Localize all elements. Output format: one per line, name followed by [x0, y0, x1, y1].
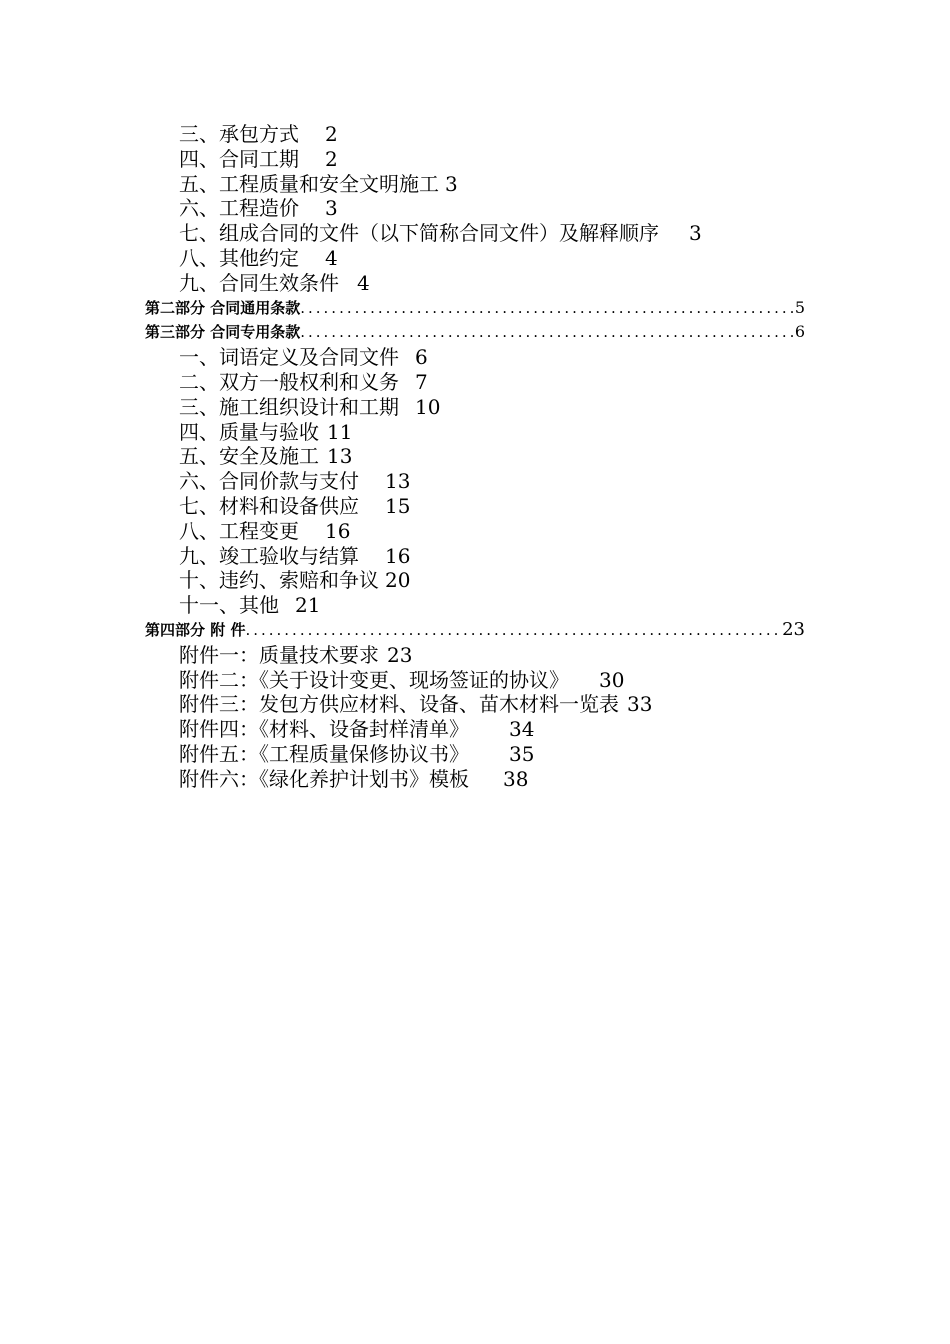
toc-entry[interactable]: [0, 196, 950, 221]
toc-entry-label: 五、工程质量和安全文明施工: [179, 171, 439, 196]
toc-entry[interactable]: [0, 643, 950, 668]
toc-section-part2[interactable]: [0, 296, 805, 321]
toc-entry[interactable]: [0, 494, 950, 519]
toc-entry[interactable]: [0, 767, 950, 792]
toc-entry-label: 七、组成合同的文件（以下简称合同文件）及解释顺序: [179, 221, 659, 246]
toc-entry-label: 六、工程造价: [179, 196, 299, 221]
toc-entry-label: 九、竣工验收与结算: [179, 543, 359, 568]
toc-entry-label: 三、承包方式: [179, 122, 299, 146]
toc-section-label: 第三部分 合同专用条款: [145, 323, 301, 342]
toc-entry[interactable]: [0, 717, 950, 742]
toc-entry[interactable]: [0, 469, 950, 494]
toc-entry-label: 附件二：《关于设计变更、现场签证的协议》: [179, 667, 569, 692]
toc-entry[interactable]: [0, 345, 950, 370]
toc-entry-label: 一、词语定义及合同文件: [179, 345, 399, 370]
toc-entry-label: 四、质量与验收: [179, 419, 319, 444]
toc-entry-page: 6: [415, 345, 428, 370]
toc-entry[interactable]: [0, 420, 950, 445]
toc-entry[interactable]: [0, 370, 950, 395]
toc-entry[interactable]: [0, 519, 950, 544]
toc-entry[interactable]: [0, 395, 950, 420]
toc-entry[interactable]: [0, 172, 950, 197]
toc-entry-label: 三、施工组织设计和工期: [179, 394, 399, 419]
toc-entry-label: 附件三：发包方供应材料、设备、苗木材料一览表: [179, 692, 619, 717]
toc-entry-page: 13: [327, 444, 353, 469]
toc-entry-page: 4: [325, 245, 338, 270]
toc-entry-page: 20: [385, 568, 411, 593]
toc-entry-page: 10: [415, 394, 441, 419]
toc-entry-page: 3: [325, 196, 338, 221]
toc-entry[interactable]: [0, 568, 950, 593]
toc-entry-label: 十一、其他: [179, 593, 279, 618]
toc-section-page: 23: [782, 618, 805, 640]
toc-section-page: 5: [794, 297, 805, 317]
table-of-contents: [0, 122, 950, 792]
toc-section-label: 第四部分 附 件: [145, 620, 246, 639]
toc-entry-label: 八、其他约定: [179, 245, 299, 270]
toc-entry-page: 16: [385, 543, 411, 568]
toc-entry-page: 7: [415, 369, 428, 394]
toc-entry-label: 十、违约、索赔和争议: [179, 568, 379, 593]
toc-entry-page: 3: [445, 171, 458, 196]
toc-entry-page: 33: [627, 692, 653, 717]
toc-entry-page: 3: [689, 221, 702, 246]
toc-entry-label: 附件一：质量技术要求: [179, 642, 379, 667]
toc-entry[interactable]: [0, 544, 950, 569]
toc-section-page: 6: [794, 322, 805, 342]
toc-entry-page: 13: [385, 469, 411, 494]
toc-entry-label: 七、材料和设备供应: [179, 493, 359, 518]
toc-section-part4[interactable]: [0, 618, 805, 643]
toc-entry-page: 2: [325, 122, 338, 146]
toc-entry-page: 2: [325, 146, 338, 171]
toc-entry[interactable]: [0, 593, 950, 618]
toc-entry-label: 九、合同生效条件: [179, 270, 339, 295]
toc-entry-label: 八、工程变更: [179, 518, 299, 543]
toc-section-part3[interactable]: [0, 320, 805, 345]
toc-entry-label: 四、合同工期: [179, 146, 299, 171]
toc-entry[interactable]: [0, 221, 950, 246]
toc-entry[interactable]: [0, 271, 950, 296]
toc-leader-dots: [300, 296, 795, 321]
toc-entry-label: 附件四：《材料、设备封样清单》: [179, 717, 469, 742]
toc-leader-dots: [245, 618, 782, 643]
toc-entry-page: 4: [357, 270, 370, 295]
toc-entry-page: 11: [327, 419, 353, 444]
toc-entry-page: 23: [387, 642, 413, 667]
toc-entry-page: 30: [599, 667, 625, 692]
toc-entry-label: 附件五：《工程质量保修协议书》: [179, 741, 469, 766]
toc-entry[interactable]: [0, 246, 950, 271]
toc-entry[interactable]: [0, 692, 950, 717]
toc-entry-page: 35: [509, 741, 535, 766]
toc-entry-page: 34: [509, 717, 535, 742]
toc-entry-page: 38: [503, 766, 529, 791]
toc-leader-dots: [300, 320, 795, 345]
toc-entry[interactable]: [0, 444, 950, 469]
toc-entry[interactable]: [0, 122, 950, 147]
toc-entry[interactable]: [0, 668, 950, 693]
toc-entry-label: 二、双方一般权利和义务: [179, 369, 399, 394]
toc-entry-label: 六、合同价款与支付: [179, 469, 359, 494]
toc-entry-page: 15: [385, 493, 411, 518]
toc-entry-page: 21: [295, 593, 321, 618]
toc-entry[interactable]: [0, 147, 950, 172]
toc-section-label: 第二部分 合同通用条款: [145, 298, 301, 317]
toc-entry[interactable]: [0, 742, 950, 767]
toc-entry-label: 附件六：《绿化养护计划书》模板: [179, 766, 469, 791]
toc-entry-page: 16: [325, 518, 351, 543]
toc-entry-label: 五、安全及施工: [179, 444, 319, 469]
